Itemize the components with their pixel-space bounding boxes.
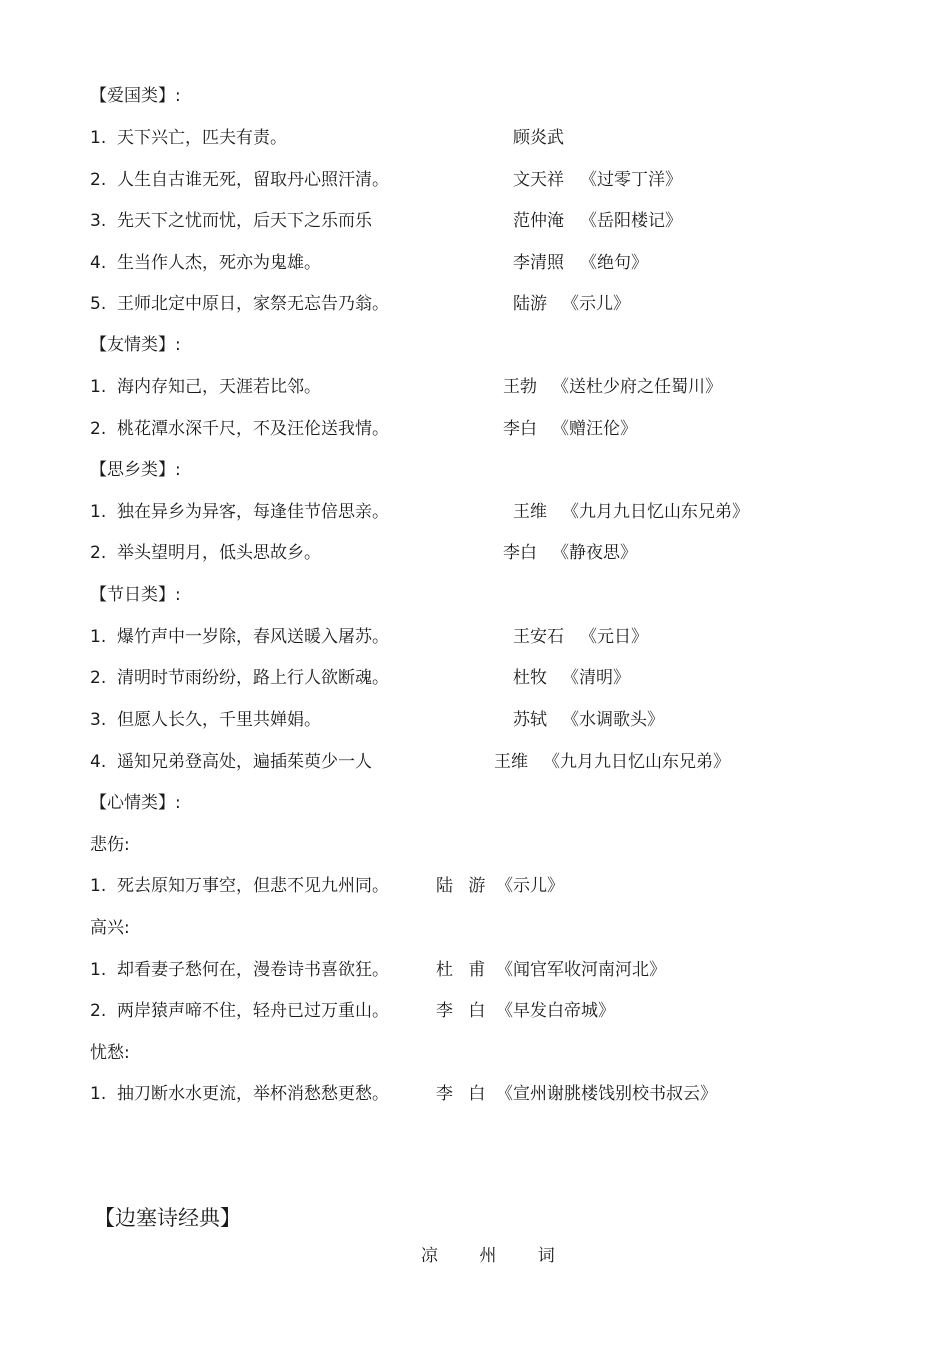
item-number: 1. <box>90 502 107 522</box>
work-title: 《送杜少府之任蜀川》 <box>552 377 722 397</box>
item-number: 1. <box>90 627 107 647</box>
work-title: 《清明》 <box>562 668 630 688</box>
item-number: 2. <box>90 543 107 563</box>
work-title: 《绝句》 <box>580 253 648 273</box>
work-title: 《静夜思》 <box>552 543 637 563</box>
work-title: 《九月九日忆山东兄弟》 <box>543 752 730 772</box>
author: 陆 游 <box>436 876 491 896</box>
item-number: 1. <box>90 876 107 896</box>
section-heading-mood: 【心情类】: <box>90 793 181 813</box>
author: 王维 <box>513 502 547 522</box>
verse-text: 举头望明月，低头思故乡。 <box>117 543 321 563</box>
section-heading-friendship: 【友情类】: <box>90 335 181 355</box>
author: 王勃 <box>503 377 537 397</box>
verse-text: 清明时节雨纷纷，路上行人欲断魂。 <box>117 668 389 688</box>
section-heading-patriotic: 【爱国类】: <box>90 86 181 106</box>
author: 李 白 <box>436 1001 491 1021</box>
item-number: 3. <box>90 211 107 231</box>
author: 王安石 <box>513 627 564 647</box>
verse-text: 却看妻子愁何在，漫卷诗书喜欲狂。 <box>117 960 389 980</box>
subgroup-label-happy: 高兴: <box>90 918 130 938</box>
verse-text: 两岸猿声啼不住，轻舟已过万重山。 <box>117 1001 389 1021</box>
author: 文天祥 <box>513 170 564 190</box>
verse-text: 但愿人长久，千里共婵娟。 <box>117 710 321 730</box>
verse-text: 海内存知己，天涯若比邻。 <box>117 377 321 397</box>
subgroup-label-sorrow: 忧愁: <box>90 1043 130 1063</box>
verse-text: 王师北定中原日，家祭无忘告乃翁。 <box>117 294 389 314</box>
item-number: 1. <box>90 128 107 148</box>
work-title: 《闻官军收河南河北》 <box>496 960 666 980</box>
verse-text: 生当作人杰，死亦为鬼雄。 <box>117 253 321 273</box>
verse-text: 桃花潭水深千尺，不及汪伦送我情。 <box>117 419 389 439</box>
verse-text: 死去原知万事空，但悲不见九州同。 <box>117 876 389 896</box>
work-title: 《水调歌头》 <box>562 710 664 730</box>
author: 李 白 <box>436 1084 491 1104</box>
section-heading-homesick: 【思乡类】: <box>90 460 181 480</box>
item-number: 2. <box>90 419 107 439</box>
item-number: 2. <box>90 170 107 190</box>
author: 李清照 <box>513 253 564 273</box>
item-number: 5. <box>90 294 107 314</box>
item-number: 1. <box>90 377 107 397</box>
item-number: 4. <box>90 253 107 273</box>
item-number: 4. <box>90 752 107 772</box>
section-heading-festival: 【节日类】: <box>90 585 181 605</box>
item-number: 3. <box>90 710 107 730</box>
work-title: 《早发白帝城》 <box>496 1001 615 1021</box>
work-title: 《示儿》 <box>562 294 630 314</box>
item-number: 1. <box>90 1084 107 1104</box>
verse-text: 独在异乡为异客，每逢佳节倍思亲。 <box>117 502 389 522</box>
author: 王维 <box>494 752 528 772</box>
verse-text: 人生自古谁无死，留取丹心照汗清。 <box>117 170 389 190</box>
author: 陆游 <box>513 294 547 314</box>
subgroup-label-sad: 悲伤: <box>90 835 130 855</box>
work-title: 《示儿》 <box>496 876 564 896</box>
item-number: 2. <box>90 668 107 688</box>
author: 范仲淹 <box>513 211 564 231</box>
author: 顾炎武 <box>513 128 564 148</box>
work-title: 《岳阳楼记》 <box>580 211 682 231</box>
author: 李白 <box>503 419 537 439</box>
verse-text: 爆竹声中一岁除，春风送暖入屠苏。 <box>117 627 389 647</box>
verse-text: 抽刀断水水更流，举杯消愁愁更愁。 <box>117 1084 389 1104</box>
verse-text: 遥知兄弟登高处，遍插茱萸少一人 <box>117 752 372 772</box>
work-title: 《过零丁洋》 <box>580 170 682 190</box>
work-title: 《九月九日忆山东兄弟》 <box>562 502 749 522</box>
work-title: 《元日》 <box>580 627 648 647</box>
item-number: 2. <box>90 1001 107 1021</box>
work-title: 《赠汪伦》 <box>552 419 637 439</box>
verse-text: 天下兴亡，匹夫有责。 <box>117 128 287 148</box>
poem-title: 凉 州 词 <box>421 1246 573 1266</box>
item-number: 1. <box>90 960 107 980</box>
verse-text: 先天下之忧而忧，后天下之乐而乐 <box>117 211 372 231</box>
author: 杜牧 <box>513 668 547 688</box>
author: 李白 <box>503 543 537 563</box>
author: 杜 甫 <box>436 960 491 980</box>
work-title: 《宣州谢朓楼饯别校书叔云》 <box>496 1084 717 1104</box>
frontier-heading: 【边塞诗经典】 <box>94 1206 241 1230</box>
author: 苏轼 <box>513 710 547 730</box>
